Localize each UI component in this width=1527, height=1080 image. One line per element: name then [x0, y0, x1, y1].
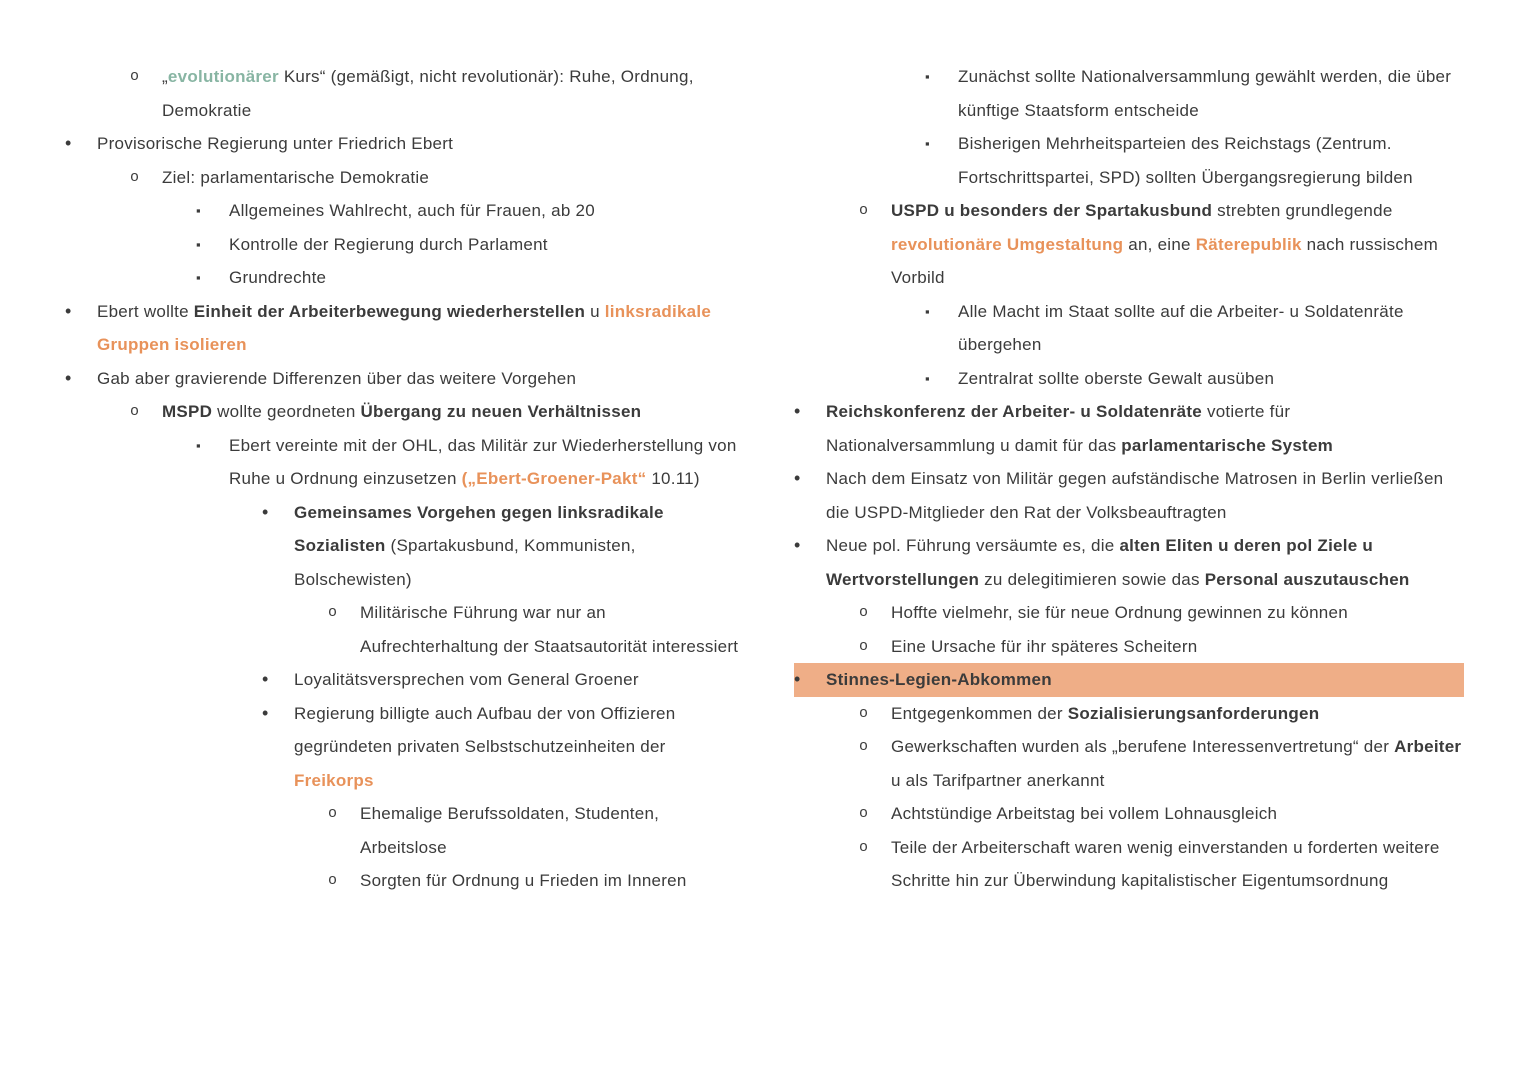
- text-segment-bold: Gemeinsames Vorgehen gegen linksradikale Sozialisten: [294, 502, 664, 555]
- notes-column-right: [794, 60, 1464, 898]
- text-segment-orange: Freikorps: [294, 770, 374, 790]
- list-item-text: [958, 302, 1404, 355]
- bullet-marker-icon: •: [65, 300, 72, 321]
- list-item-text: [294, 503, 664, 589]
- text-segment-bold: Einheit der Arbeiterbewegung wiederherstellen: [193, 301, 586, 321]
- list-item: [794, 362, 1464, 396]
- list-item-text: [891, 603, 1348, 622]
- list-item: [794, 395, 1464, 462]
- text-segment-bold: parlamentarische System: [1121, 435, 1334, 455]
- list-item-text: [360, 603, 738, 656]
- list-item: [794, 127, 1464, 194]
- list-item-text: [826, 536, 1410, 589]
- list-item: [65, 362, 741, 396]
- text-segment-plain: Sorgten für Ordnung u Frieden im Inneren: [360, 871, 687, 890]
- list-item-text: [891, 737, 1461, 790]
- list-item: [65, 663, 741, 697]
- text-segment-plain: Entgegenkommen der: [891, 703, 1068, 723]
- text-segment-plain: Neue pol. Führung versäumte es, die: [826, 536, 1120, 555]
- list-item-text: [229, 201, 595, 220]
- bullet-marker-icon: ▪: [925, 136, 930, 151]
- list-item-text: [97, 302, 711, 355]
- notes-column-left: [65, 60, 741, 898]
- text-segment-plain: Gewerkschaften wurden als „berufene Interessenvertretung“ der: [891, 737, 1395, 756]
- text-segment-orange: Räterepublik: [1195, 234, 1302, 254]
- bullet-marker-icon: ▪: [196, 236, 201, 252]
- bullet-marker-icon: o: [328, 604, 338, 621]
- list-item-highlighted: [794, 663, 1464, 697]
- bullet-marker-icon: ▪: [925, 370, 930, 386]
- list-item-text: [826, 402, 1333, 455]
- text-segment-plain: Eine Ursache für ihr späteres Scheitern: [891, 636, 1198, 656]
- bullet-marker-icon: ▪: [196, 270, 201, 285]
- text-segment-bold: Reichskonferenz der Arbeiter- u Soldatenräte: [826, 402, 1202, 421]
- text-segment-plain: Bisherigen Mehrheitsparteien des Reichstags (Zentrum. Fortschrittspartei, SPD) sollten Übergangsregierung bilden: [958, 134, 1413, 187]
- text-segment-plain: Loyalitätsversprechen vom General Groener: [294, 670, 639, 689]
- text-segment-plain: „: [162, 67, 168, 86]
- list-item-text: [826, 469, 1443, 522]
- bullet-marker-icon: o: [859, 838, 869, 856]
- list-item: [65, 60, 741, 127]
- text-segment-plain: u: [585, 301, 605, 321]
- text-segment-bold: Personal auszutauschen: [1204, 569, 1410, 589]
- list-item: [794, 797, 1464, 831]
- list-item: [65, 797, 741, 864]
- text-segment-plain: Ebert vereinte mit der OHL, das Militär zur Wiederherstellung von Ruhe u Ordnung einzusetzen: [229, 435, 737, 488]
- text-segment-bold: Sozialisierungsanforderungen: [1067, 703, 1320, 723]
- text-segment-plain: Teile der Arbeiterschaft waren wenig einverstanden u forderten weitere Schritte hin zur Überwindung kapitalistischer Eigentumsordnung: [891, 837, 1440, 890]
- text-segment-plain: (Spartakusbund, Kommunisten, Bolschewisten): [294, 536, 636, 589]
- text-segment-plain: Ebert wollte: [97, 301, 194, 321]
- list-item: [794, 596, 1464, 630]
- list-item: [65, 596, 741, 663]
- text-segment-bold: MSPD: [162, 402, 213, 421]
- list-item: [65, 261, 741, 295]
- list-item: [794, 730, 1464, 797]
- text-segment-plain: Kurs“ (gemäßigt, nicht revolutionär): Ruhe, Ordnung, Demokratie: [162, 67, 694, 120]
- text-segment-bold: Arbeiter: [1394, 737, 1462, 756]
- text-segment-plain: Alle Macht im Staat sollte auf die Arbeiter- u Soldatenräte übergehen: [958, 301, 1404, 354]
- text-segment-orange: linksradikale Gruppen isolieren: [97, 301, 712, 354]
- text-segment-plain: Zunächst sollte Nationalversammlung gewählt werden, die über künftige Staatsform entscheide: [958, 67, 1452, 120]
- text-segment-plain: Nach dem Einsatz von Militär gegen aufständische Matrosen in Berlin verließen die USPD-Mitglieder den Rat der Volksbeauftragten: [826, 469, 1444, 522]
- list-item-text: [162, 168, 429, 187]
- bullet-marker-icon: o: [859, 604, 869, 621]
- bullet-marker-icon: •: [794, 535, 801, 555]
- bullet-marker-icon: o: [130, 168, 140, 186]
- list-item-text: [229, 268, 326, 287]
- text-segment-plain: Militärische Führung war nur an Aufrechterhaltung der Staatsautorität interessiert: [360, 603, 739, 656]
- text-segment-bold: USPD u besonders der Spartakusbund: [891, 201, 1213, 220]
- list-item-text: [891, 201, 1438, 287]
- list-item-text: [958, 67, 1451, 120]
- bullet-marker-icon: o: [859, 637, 869, 655]
- text-segment-plain: Ziel: parlamentarische Demokratie: [162, 167, 430, 187]
- text-segment-plain: votierte für Nationalversammlung u damit für das: [826, 402, 1291, 455]
- bullet-marker-icon: •: [794, 669, 801, 689]
- list-item-text: [97, 369, 576, 388]
- list-item-text: [229, 235, 548, 254]
- bullet-marker-icon: o: [859, 738, 869, 755]
- list-item-text: [294, 670, 639, 689]
- text-segment-plain: Provisorische Regierung unter Friedrich Ebert: [97, 134, 454, 153]
- list-item-text: [294, 704, 675, 790]
- text-segment-plain: 10.11): [646, 469, 700, 488]
- list-item-text: [826, 670, 1052, 689]
- bullet-marker-icon: •: [794, 401, 801, 421]
- text-segment-orange: („Ebert-Groener-Pakt“: [461, 469, 647, 488]
- bullet-marker-icon: o: [328, 805, 338, 822]
- list-item-text: [229, 436, 737, 489]
- list-item-text: [891, 838, 1440, 891]
- list-item: [65, 429, 741, 496]
- list-item-text: [162, 67, 694, 120]
- bullet-marker-icon: ▪: [196, 437, 201, 453]
- list-item: [794, 529, 1464, 596]
- text-segment-bold: alten Eliten u deren pol Ziele u Wertvorstellungen: [826, 536, 1374, 589]
- bullet-marker-icon: o: [859, 805, 869, 822]
- list-item: [65, 127, 741, 161]
- list-item: [65, 395, 741, 429]
- list-item: [794, 295, 1464, 362]
- text-segment-plain: wollte geordneten: [212, 402, 361, 421]
- bullet-marker-icon: o: [130, 403, 140, 420]
- bullet-marker-icon: •: [794, 468, 801, 488]
- text-segment-plain: Ehemalige Berufssoldaten, Studenten, Arbeitslose: [360, 804, 660, 857]
- text-segment-bold: Stinnes-Legien-Abkommen: [826, 670, 1052, 689]
- text-segment-plain: Regierung billigte auch Aufbau der von Offizieren gegründeten privaten Selbstschutzeinheiten der: [294, 703, 676, 756]
- text-segment-plain: Gab aber gravierende Differenzen über das weitere Vorgehen: [97, 368, 577, 388]
- bullet-marker-icon: •: [65, 367, 72, 388]
- list-item-text: [360, 804, 659, 857]
- text-segment-plain: Hoffte vielmehr, sie für neue Ordnung gewinnen zu können: [891, 603, 1348, 622]
- list-item: [794, 194, 1464, 295]
- text-segment-plain: nach russischem Vorbild: [891, 234, 1438, 287]
- list-item: [65, 697, 741, 798]
- bullet-marker-icon: o: [328, 872, 338, 889]
- bullet-marker-icon: o: [859, 704, 869, 722]
- text-segment-plain: Grundrechte: [229, 268, 327, 287]
- list-item-text: [891, 704, 1319, 723]
- bullet-marker-icon: o: [859, 202, 869, 219]
- list-item-text: [958, 134, 1413, 187]
- text-segment-plain: Allgemeines Wahlrecht, auch für Frauen, ab 20: [229, 201, 595, 220]
- list-item: [65, 864, 741, 898]
- text-segment-plain: Kontrolle der Regierung durch Parlament: [229, 234, 548, 254]
- bullet-marker-icon: •: [262, 501, 269, 522]
- text-segment-orange: revolutionäre Umgestaltung: [891, 234, 1124, 254]
- bullet-marker-icon: ▪: [196, 203, 201, 218]
- list-item: [794, 60, 1464, 127]
- list-item: [794, 462, 1464, 529]
- text-segment-plain: Achtstündige Arbeitstag bei vollem Lohnausgleich: [891, 804, 1278, 823]
- list-item: [794, 630, 1464, 664]
- list-item-text: [360, 871, 687, 890]
- text-segment-plain: u als Tarifpartner anerkannt: [891, 770, 1105, 790]
- text-segment-bold: Übergang zu neuen Verhältnissen: [360, 402, 642, 421]
- text-segment-plain: an, eine: [1123, 234, 1196, 254]
- text-segment-plain: Zentralrat sollte oberste Gewalt ausüben: [958, 368, 1275, 388]
- bullet-marker-icon: •: [65, 133, 72, 153]
- list-item-text: [891, 637, 1197, 656]
- bullet-marker-icon: ▪: [925, 69, 930, 84]
- list-item-text: [97, 134, 453, 153]
- list-item: [794, 697, 1464, 731]
- list-item: [65, 194, 741, 228]
- text-segment-teal: evolutionärer: [167, 67, 279, 86]
- list-item: [65, 295, 741, 362]
- list-item: [794, 831, 1464, 898]
- list-item: [65, 161, 741, 195]
- list-item: [65, 228, 741, 262]
- bullet-marker-icon: •: [262, 669, 269, 689]
- bullet-marker-icon: •: [262, 702, 269, 723]
- bullet-marker-icon: o: [130, 68, 140, 85]
- list-item-text: [891, 804, 1277, 823]
- list-item-text: [162, 402, 641, 421]
- bullet-marker-icon: ▪: [925, 303, 930, 319]
- text-segment-plain: zu delegitimieren sowie das: [979, 569, 1205, 589]
- list-item-text: [958, 369, 1274, 388]
- list-item: [65, 496, 741, 597]
- text-segment-plain: strebten grundlegende: [1212, 201, 1393, 220]
